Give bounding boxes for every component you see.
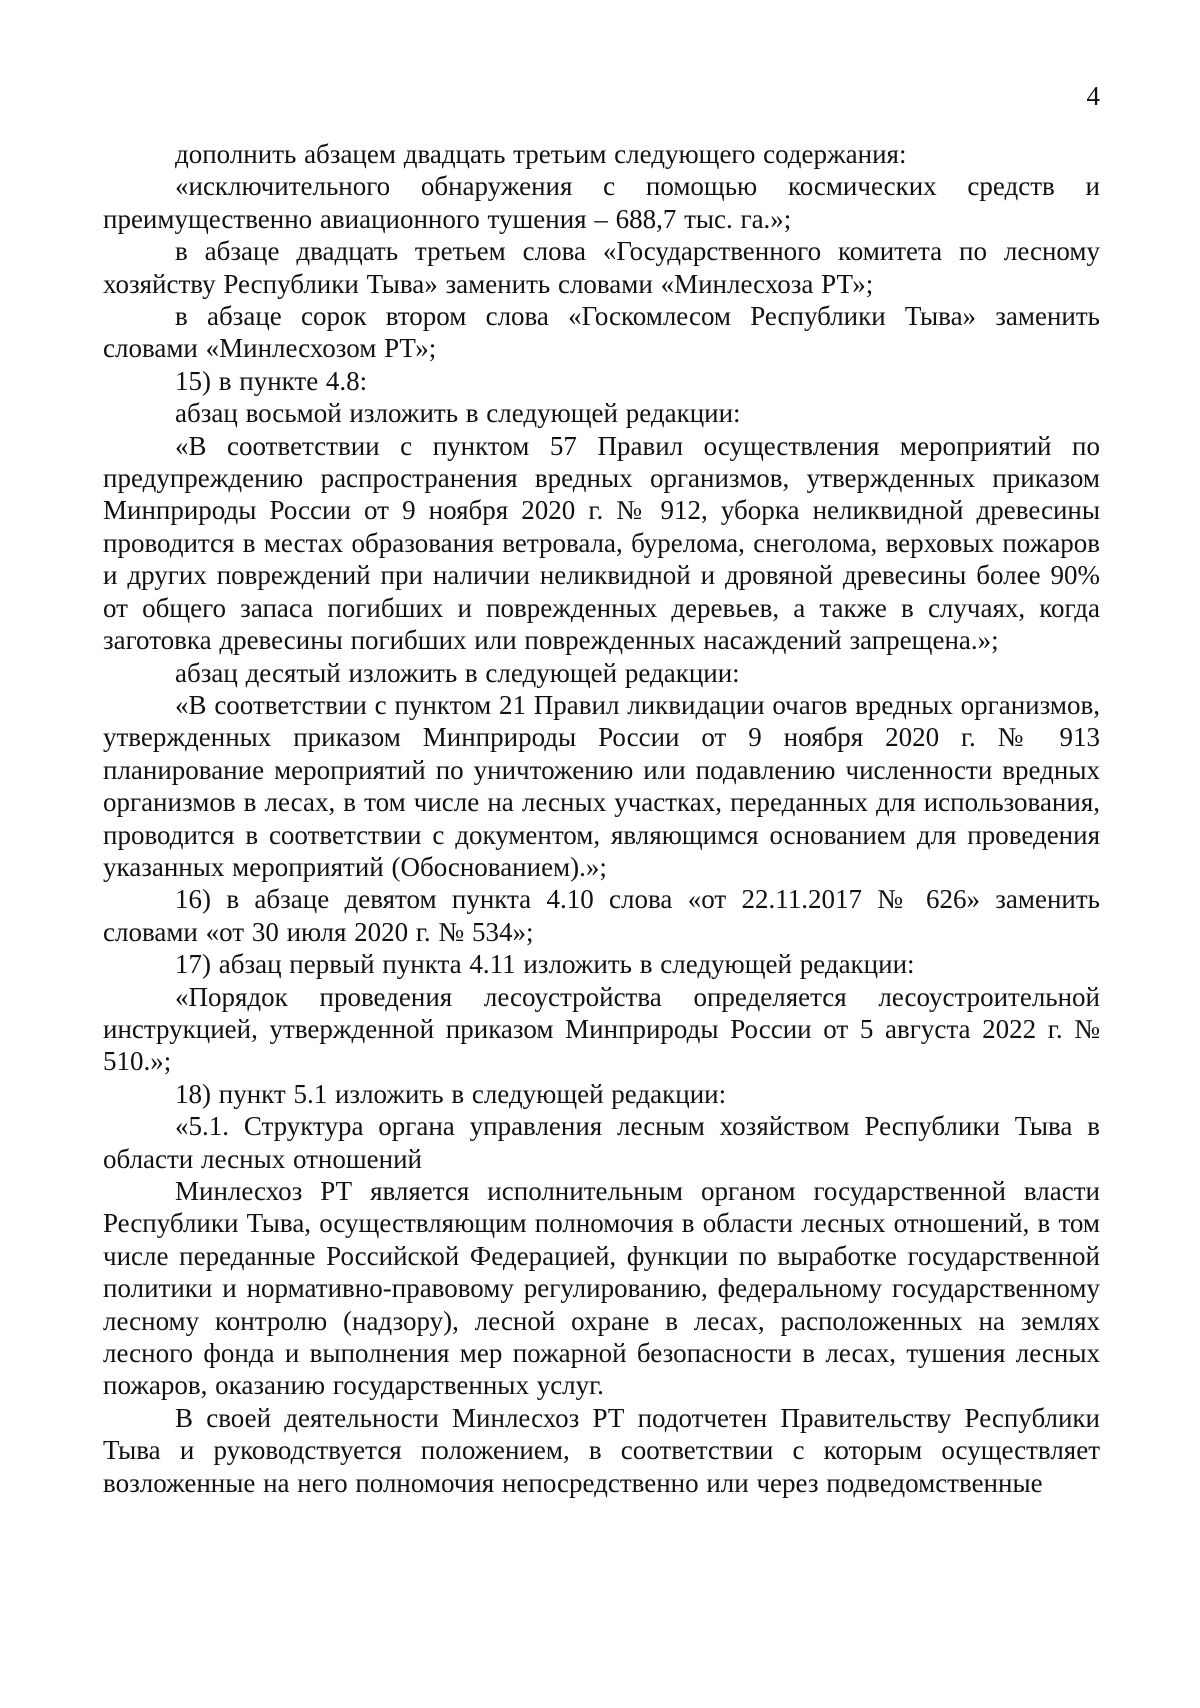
paragraph-item-15: 15) в пункте 4.8: (175, 365, 368, 396)
paragraph-tenth-paragraph-edit: абзац десятый изложить в следующей редакции: (175, 657, 740, 688)
paragraph-item-16: 16) в абзаце девятом пункта 4.10 слова «от 22.11.2017 № 626» заменить словами «от 30 июля 2020 г. № 534»; (103, 884, 1100, 947)
paragraph-space-detection-quote: «исключительного обнаружения с помощью космических средств и преимущественно авиационного тушения – 688,7 тыс. га.»; (103, 171, 1100, 234)
paragraph-item-18: 18) пункт 5.1 изложить в следующей редакции: (175, 1078, 727, 1109)
document-body (103, 138, 1100, 1499)
paragraph-rule-57-quote: «В соответствии с пунктом 57 Правил осуществления мероприятий по предупреждению распространения вредных организмов, утвержденных приказом Минприроды России от 9 ноября 2020 г. № 912, уборка неликвидной древесины проводится в местах образования ветровала, бурелома, снеголома, верховых пожаров и других повреждений при наличии неликвидной и дровяной древесины более 90% от общего запаса погибших и поврежденных деревьев, а также в случаях, когда заготовка древесины погибших или поврежденных насаждений запрещена.»; (103, 430, 1100, 656)
paragraph-add-paragraph-23: дополнить абзацем двадцать третьим следующего содержания: (175, 139, 907, 169)
paragraph-rule-21-quote: «В соответствии с пунктом 21 Правил ликвидации очагов вредных организмов, утвержденных приказом Минприроды России от 9 ноября 2020 г. № 913 планирование мероприятий по уничтожению или подавлению численности вредных организмов в лесах, в том числе на лесных участках, переданных для использования, проводится в соответствии с документом, являющимся основанием для проведения указанных мероприятий (Обоснованием).»; (103, 689, 1100, 882)
paragraph-minleskhoz-accountability: В своей деятельности Минлесхоз РТ подотчетен Правительству Республики Тыва и руководствуется положением, в соответствии с которым осуществляет возложенные на него полномочия непосредственно или через подведомственные (103, 1402, 1100, 1498)
paragraph-forest-management-quote: «Порядок проведения лесоустройства определяется лесоустроительной инструкцией, утвержденной приказом Минприроды России от 5 августа 2022 г. № 510.»; (103, 981, 1100, 1077)
paragraph-eighth-paragraph-edit: абзац восьмой изложить в следующей редакции: (175, 398, 741, 429)
paragraph-section-5-1-heading: «5.1. Структура органа управления лесным хозяйством Республики Тыва в области лесных отношений (103, 1111, 1100, 1174)
paragraph-minleskhoz-powers: Минлесхоз РТ является исполнительным органом государственной власти Республики Тыва, осуществляющим полномочия в области лесных отношений, в том числе переданные Российской Федерацией, функции по выработке государственной политики и нормативно-правовому регулированию, федеральному государственному лесному контролю (надзору), лесной охране в лесах, расположенных на землях лесного фонда и выполнения мер пожарной безопасности в лесах, тушения лесных пожаров, оказанию государственных услуг. (103, 1176, 1100, 1401)
paragraph-replace-state-committee: в абзаце двадцать третьем слова «Государственного комитета по лесному хозяйству Республики Тыва» заменить словами «Минлесхоза РТ»; (103, 236, 1100, 299)
paragraph-replace-goskomles: в абзаце сорок втором слова «Госкомлесом Республики Тыва» заменить словами «Минлесхозом РТ»; (103, 301, 1100, 364)
page-number: 4 (1086, 81, 1100, 111)
paragraph-item-17: 17) абзац первый пункта 4.11 изложить в следующей редакции: (175, 949, 915, 980)
